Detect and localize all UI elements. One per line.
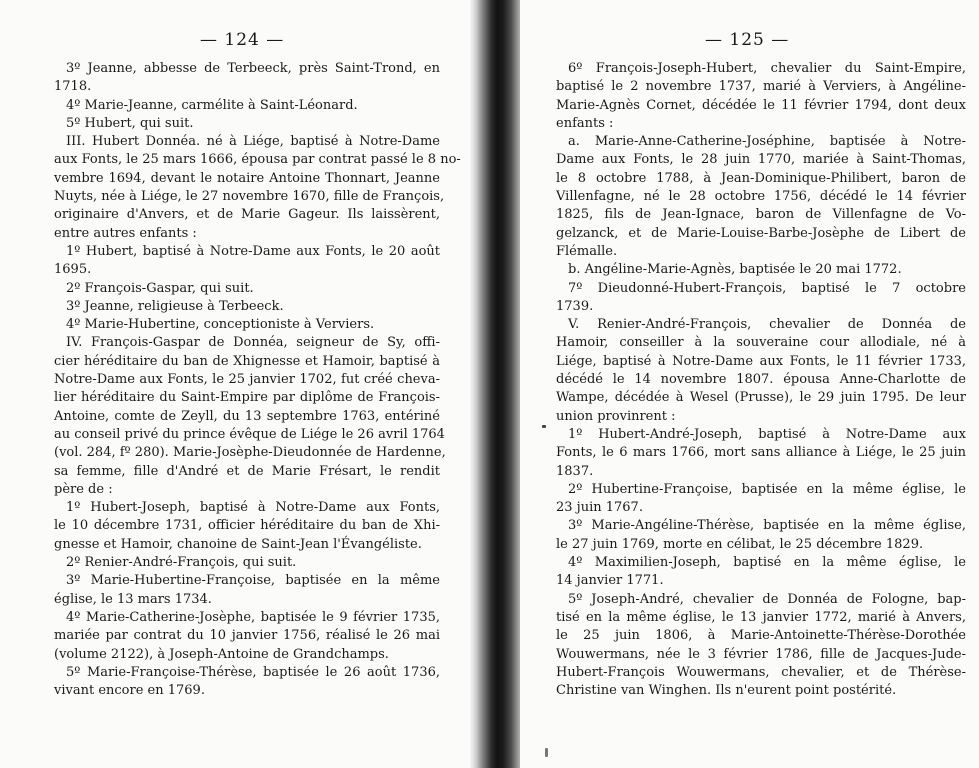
paper-speck xyxy=(545,748,548,757)
text-line: 2º Renier-André-François, qui suit. xyxy=(66,555,297,571)
text-line: a. Marie-Anne-Catherine-Joséphine, baptisée à Notre- xyxy=(568,134,966,150)
text-line: Nuyts, née à Liége, le 27 novembre 1670, fille de François, xyxy=(54,189,445,205)
text-line: (volume 2122), à Joseph-Antoine de Grandchamps. xyxy=(54,646,389,662)
text-line: 1º Hubert-André-Joseph, baptisé à Notre-Dame aux xyxy=(568,426,966,442)
left-page-number: — 124 — xyxy=(200,30,285,50)
text-line: aux Fonts, le 25 mars 1666, épousa par contrat passé le 8 no- xyxy=(54,152,461,168)
text-line: Liége, baptisé à Notre-Dame aux Fonts, le 11 février 1733, xyxy=(556,353,966,369)
text-line: 23 juin 1767. xyxy=(556,500,643,516)
text-line: gelzanck, et de Marie-Louise-Barbe-Josèphe de Libert de xyxy=(556,225,966,241)
text-line: 14 janvier 1771. xyxy=(556,573,664,589)
text-line: mariée par contrat du 10 janvier 1756, réalisé le 26 mai xyxy=(54,628,440,644)
text-line: Dame aux Fonts, le 28 juin 1770, mariée à Saint-Thomas, xyxy=(556,152,966,168)
text-line: 1º Hubert-Joseph, baptisé à Notre-Dame aux Fonts, xyxy=(66,500,440,516)
text-line: père de : xyxy=(54,481,113,497)
text-line: Wampe, décédée à Wesel (Prusse), le 29 juin 1795. De leur xyxy=(556,390,966,406)
text-line: entre autres enfants : xyxy=(54,225,197,241)
text-line: vembre 1694, devant le notaire Antoine Thonnart, Jeanne xyxy=(54,170,440,186)
text-line: le 25 juin 1806, à Marie-Antoinette-Thérèse-Dorothée xyxy=(556,628,966,644)
text-line: 5º Hubert, qui suit. xyxy=(66,115,194,131)
text-line: originaire d'Anvers, et de Marie Gageur. Ils laissèrent, xyxy=(54,207,440,223)
right-page-number: — 125 — xyxy=(705,30,790,50)
text-line: décédé le 14 novembre 1807. épousa Anne-Charlotte de xyxy=(556,372,966,388)
text-line: V. Renier-André-François, chevalier de Donnéa de xyxy=(568,317,966,333)
text-line: Hamoir, conseiller à la souveraine cour allodiale, né à xyxy=(556,335,966,351)
text-line: 1º Hubert, baptisé à Notre-Dame aux Fonts, le 20 août xyxy=(66,243,440,259)
text-line: 5º Marie-Françoise-Thérèse, baptisée le 26 août 1736, xyxy=(66,664,440,680)
text-line: au conseil privé du prince évêque de Liége le 26 avril 1764 xyxy=(54,426,445,442)
text-line: 4º Marie-Catherine-Josèphe, baptisée le 9 février 1735, xyxy=(66,609,440,625)
text-line: le 8 octobre 1788, à Jean-Dominique-Philibert, baron de xyxy=(556,170,966,186)
text-line: 1825, fils de Jean-Ignace, baron de Villenfagne de Vo- xyxy=(556,207,966,223)
text-line: baptisé le 2 novembre 1737, marié à Verviers, à Angéline- xyxy=(556,79,966,95)
text-line: Marie-Agnès Cornet, décédée le 11 février 1794, dont deux xyxy=(556,97,966,113)
text-line: 2º Hubertine-Françoise, baptisée en la même église, le xyxy=(568,481,966,497)
text-line: Christine van Winghen. Ils n'eurent point postérité. xyxy=(556,683,897,699)
text-line: le 10 décembre 1731, officier héréditaire du ban de Xhi- xyxy=(54,518,440,534)
text-line: cier héréditaire du ban de Xhignesse et Hamoir, baptisé à xyxy=(54,353,440,369)
text-line: Villenfagne, né le 28 octobre 1756, décédé le 14 février xyxy=(556,189,966,205)
right-page xyxy=(520,0,979,768)
left-page xyxy=(0,0,482,768)
text-line: 3º Jeanne, religieuse à Terbeeck. xyxy=(66,298,284,314)
text-line: 6º François-Joseph-Hubert, chevalier du Saint-Empire, xyxy=(568,61,966,76)
text-line: tisé en la même église, le 13 janvier 1772, marié à Anvers, xyxy=(556,609,966,625)
text-line: Wouwermans, née le 3 février 1786, fille de Jacques-Jude- xyxy=(556,646,966,662)
right-page-text xyxy=(556,60,966,700)
text-line: vivant encore en 1769. xyxy=(54,683,205,699)
text-line: 4º Maximilien-Joseph, baptisé en la même église, le xyxy=(568,555,966,571)
text-line: 1837. xyxy=(556,463,594,479)
text-line: union provinrent : xyxy=(556,408,676,424)
left-page-text xyxy=(54,60,461,700)
text-line: Notre-Dame aux Fonts, le 25 janvier 1702, fut créé cheva- xyxy=(54,372,440,388)
text-line: 1739. xyxy=(556,298,594,314)
text-line: 1718. xyxy=(54,79,92,95)
text-line: 3º Marie-Angéline-Thérèse, baptisée en la même église, xyxy=(568,518,966,534)
text-line: (vol. 284, fº 280). Marie-Josèphe-Dieudonnée de Hardenne, xyxy=(54,445,446,461)
text-line: 4º Marie-Hubertine, conceptioniste à Verviers. xyxy=(66,317,375,333)
text-line: 3º Marie-Hubertine-Françoise, baptisée en la même xyxy=(66,573,440,589)
text-line: 3º Jeanne, abbesse de Terbeeck, près Saint-Trond, en xyxy=(66,61,440,76)
text-line: enfants : xyxy=(556,115,614,131)
text-line: 1695. xyxy=(54,262,92,278)
text-line: sa femme, fille d'André et de Marie Frésart, le rendit xyxy=(54,463,440,479)
text-line: le 27 juin 1769, morte en célibat, le 25 décembre 1829. xyxy=(556,536,924,552)
text-line: Fonts, le 6 mars 1766, mort sans alliance à Liége, le 25 juin xyxy=(556,445,966,461)
text-line: Antoine, comte de Zeyll, du 13 septembre 1763, entériné xyxy=(54,408,440,424)
text-line: Hubert-François Wouwermans, chevalier, et de Thérèse- xyxy=(556,664,966,680)
text-line: 4º Marie-Jeanne, carmélite à Saint-Léonard. xyxy=(66,97,358,113)
text-line: 2º François-Gaspar, qui suit. xyxy=(66,280,254,296)
text-line: 5º Joseph-André, chevalier de Donnéa de Fologne, bap- xyxy=(568,591,966,607)
text-line: III. Hubert Donnéa. né à Liége, baptisé à Notre-Dame xyxy=(66,134,440,150)
margin-mark xyxy=(542,425,546,428)
text-line: lier héréditaire du Saint-Empire par diplôme de François- xyxy=(54,390,440,406)
text-line: b. Angéline-Marie-Agnès, baptisée le 20 mai 1772. xyxy=(568,262,902,278)
text-line: gnesse et Hamoir, chanoine de Saint-Jean l'Évangéliste. xyxy=(54,536,422,552)
text-line: IV. François-Gaspar de Donnéa, seigneur de Sy, offi- xyxy=(66,335,440,351)
text-line: 7º Dieudonné-Hubert-François, baptisé le 7 octobre xyxy=(568,280,966,296)
text-line: église, le 13 mars 1734. xyxy=(54,591,212,607)
text-line: Flémalle. xyxy=(556,243,618,259)
